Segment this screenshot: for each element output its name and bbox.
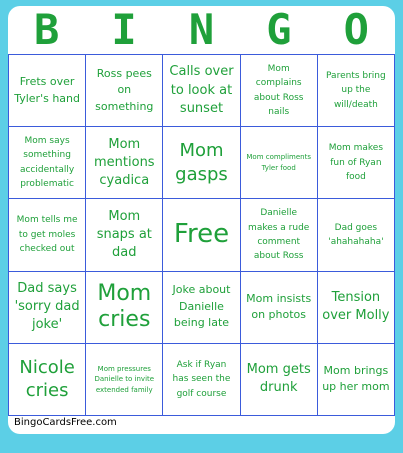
bingo-cell[interactable]: Mom mentions cyadica xyxy=(86,127,163,199)
bingo-cell[interactable]: Mom brings up her mom xyxy=(318,344,395,416)
title-letter-b: B xyxy=(34,5,60,54)
bingo-cell[interactable]: Parents bring up the will/death xyxy=(318,55,395,127)
bingo-cell[interactable]: Mom tells me to get moles checked out xyxy=(9,199,86,271)
bingo-cell[interactable]: Nicole cries xyxy=(9,344,86,416)
bingo-title xyxy=(8,6,395,54)
bingo-cell[interactable]: Mom insists on photos xyxy=(241,272,318,344)
bingo-cell[interactable]: Frets over Tyler's hand xyxy=(9,55,86,127)
bingo-cell[interactable]: Mom cries xyxy=(86,272,163,344)
title-letter-o: O xyxy=(343,5,369,54)
bingo-cell[interactable]: Mom complains about Ross nails xyxy=(241,55,318,127)
bingo-cell[interactable]: Mom compliments Tyler food xyxy=(241,127,318,199)
title-letter-i: I xyxy=(111,5,137,54)
bingo-cell[interactable]: Joke about Danielle being late xyxy=(163,272,240,344)
title-letter-n: N xyxy=(188,5,215,54)
bingo-cell[interactable]: Ross pees on something xyxy=(86,55,163,127)
bingo-cell[interactable]: Mom gasps xyxy=(163,127,240,199)
bingo-cell[interactable]: Tension over Molly xyxy=(318,272,395,344)
bingo-cell[interactable]: Mom says something accidentally problematic xyxy=(9,127,86,199)
bingo-cell[interactable]: Mom snaps at dad xyxy=(86,199,163,271)
bingo-cell[interactable]: Danielle makes a rude comment about Ross xyxy=(241,199,318,271)
bingo-cell[interactable]: Dad says 'sorry dad joke' xyxy=(9,272,86,344)
bingo-cell[interactable]: Mom makes fun of Ryan food xyxy=(318,127,395,199)
bingo-cell[interactable]: Mom pressures Danielle to invite extended family xyxy=(86,344,163,416)
bingo-cell[interactable]: Mom gets drunk xyxy=(241,344,318,416)
bingo-grid xyxy=(8,54,395,416)
footer-credit: BingoCardsFree.com xyxy=(14,417,117,428)
bingo-cell-free[interactable]: Free xyxy=(163,199,240,271)
bingo-card xyxy=(8,6,395,434)
bingo-cell[interactable]: Calls over to look at sunset xyxy=(163,55,240,127)
bingo-cell[interactable]: Ask if Ryan has seen the golf course xyxy=(163,344,240,416)
title-letter-g: G xyxy=(266,5,292,54)
bingo-cell[interactable]: Dad goes 'ahahahaha' xyxy=(318,199,395,271)
